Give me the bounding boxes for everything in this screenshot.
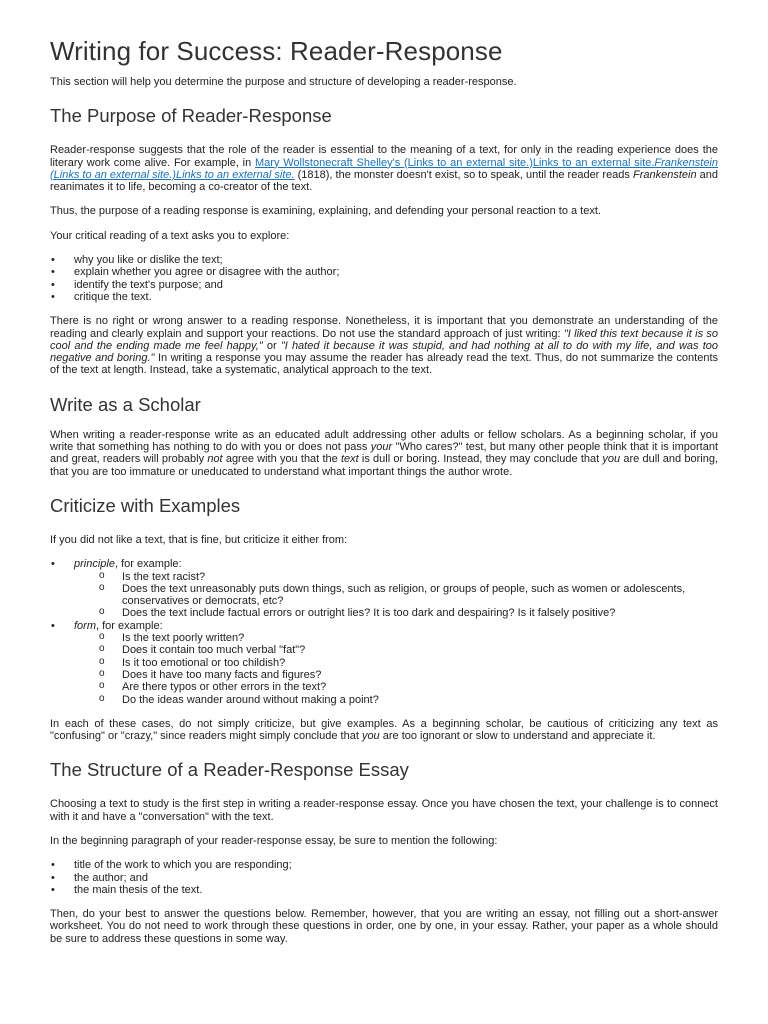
- heading-purpose: The Purpose of Reader-Response: [50, 105, 332, 127]
- explore-intro: Your critical reading of a text asks you to explore:: [50, 229, 290, 242]
- sub-list-item: o Is the text racist?: [74, 571, 718, 583]
- examples-paragraph: In each of these cases, do not simply criticize, but give examples. As a beginning scholar, be cautious of criticizing any text as "confusing" or "crazy," since readers might simply conclude that you are too ignorant or slow to understand and appreciate it.: [50, 717, 718, 743]
- heading-scholar: Write as a Scholar: [50, 393, 201, 415]
- purpose-summary: Thus, the purpose of a reading response is examining, explaining, and defending your personal reaction to a text.: [50, 205, 601, 218]
- list-item-principle: • principle, for example: o Is the text racist? o Does the text unreasonably puts down things, such as religion, or groups of people, such as women or adolescents, conservatives or democrats, etc? o Does the text include factual errors or outright lies? It is too dark and despairing? Is it falsely positive?: [50, 558, 718, 619]
- beginning-paragraph-intro: In the beginning paragraph of your reader-response essay, be sure to mention the following:: [50, 834, 498, 847]
- no-right-answer-paragraph: There is no right or wrong answer to a reading response. Nonetheless, it is important that you demonstrate an understanding of the reading and clearly explain and support your reactions. Do not use the standard approach of just writing: "I liked this text because it is so cool and the ending made me feel happy," or "I hated it because it was stupid, and had nothing at all to do with my life, and was too negative and boring." In writing a response you may assume the reader has already read the text. Thus, do not summarize the contents of the text at length. Instead, take a systematic, analytical approach to the text.: [50, 315, 718, 377]
- list-item: • critique the text.: [50, 291, 718, 303]
- form-sublist: [74, 632, 718, 706]
- sub-list-item: o Do the ideas wander around without making a point?: [74, 694, 718, 706]
- sub-list-item: o Does the text unreasonably puts down things, such as religion, or groups of people, such as women or adolescents, conservatives or democrats, etc?: [74, 583, 718, 608]
- sub-list-item: o Does it have too many facts and figures?: [74, 669, 718, 681]
- list-item-form: • form, for example: o Is the text poorly written? o Does it contain too much verbal "fat"? o Is it too emotional or too childish? o Does it have too many facts and figures? o Are there typos or other errors in the text? o Do the ideas wander around without making a point?: [50, 620, 718, 706]
- list-item: • explain whether you agree or disagree with the author;: [50, 266, 718, 278]
- criticism-list: [50, 558, 718, 706]
- sub-list-item: o Does the text include factual errors or outright lies? It is too dark and despairing? Is it falsely positive?: [74, 607, 718, 619]
- frankenstein-link[interactable]: Frankenstein (Links to an external site.)Links to an external site.: [50, 156, 718, 181]
- list-item: • the author; and: [50, 872, 718, 884]
- sub-list-item: o Are there typos or other errors in the text?: [74, 681, 718, 693]
- list-item: • title of the work to which you are responding;: [50, 859, 718, 871]
- list-item: • identify the text's purpose; and: [50, 279, 718, 291]
- structure-paragraph: Choosing a text to study is the first step in writing a reader-response essay. Once you have chosen the text, your challenge is to connect with it and have a "conversation" with the text.: [50, 798, 718, 823]
- sub-list-item: o Is it too emotional or too childish?: [74, 657, 718, 669]
- questions-paragraph: Then, do your best to answer the questions below. Remember, however, that you are writing an essay, not filling out a short-answer worksheet. You do not need to work through these questions in order, one by one, in your essay. Rather, your paper as a whole should be sure to address these questions in some way.: [50, 908, 718, 945]
- principle-sublist: [74, 571, 718, 620]
- sub-list-item: o Is the text poorly written?: [74, 632, 718, 644]
- mention-list: [50, 859, 718, 896]
- list-item: • why you like or dislike the text;: [50, 254, 718, 266]
- criticize-intro: If you did not like a text, that is fine, but criticize it either from:: [50, 533, 348, 546]
- explore-list: [50, 254, 718, 303]
- scholar-paragraph: When writing a reader-response write as an educated adult addressing other adults or fellow scholars. As a beginning scholar, if you write that something has nothing to do with you or does not pass your "Who cares?" test, but many other people think that it is important and great, readers will probably not agree with you that the text is dull or boring. Instead, they may conclude that you are dull and boring, that you are too immature or uneducated to understand what important things the author wrote.: [50, 428, 719, 478]
- shelley-link[interactable]: Mary Wollstonecraft Shelley's (Links to an external site.)Links to an external site.: [255, 156, 655, 169]
- sub-list-item: o Does it contain too much verbal "fat"?: [74, 644, 718, 656]
- heading-structure: The Structure of a Reader-Response Essay: [50, 759, 409, 781]
- page-title: Writing for Success: Reader-Response: [50, 36, 503, 66]
- intro-paragraph: This section will help you determine the purpose and structure of developing a reader-response.: [50, 76, 517, 88]
- purpose-paragraph: Reader-response suggests that the role of the reader is essential to the meaning of a text, for only in the reading experience does the literary work come alive. For example, in Mary Wollstonecraft Shelley's (Links to an external site.)Links to an external site.Frankenstein (Links to an external site.)Links to an external site. (1818), the monster doesn't exist, so to speak, until the reader reads Frankenstein and reanimates it to life, becoming a co-creator of the text.: [50, 144, 718, 194]
- heading-criticize: Criticize with Examples: [50, 494, 241, 516]
- list-item: • the main thesis of the text.: [50, 884, 718, 896]
